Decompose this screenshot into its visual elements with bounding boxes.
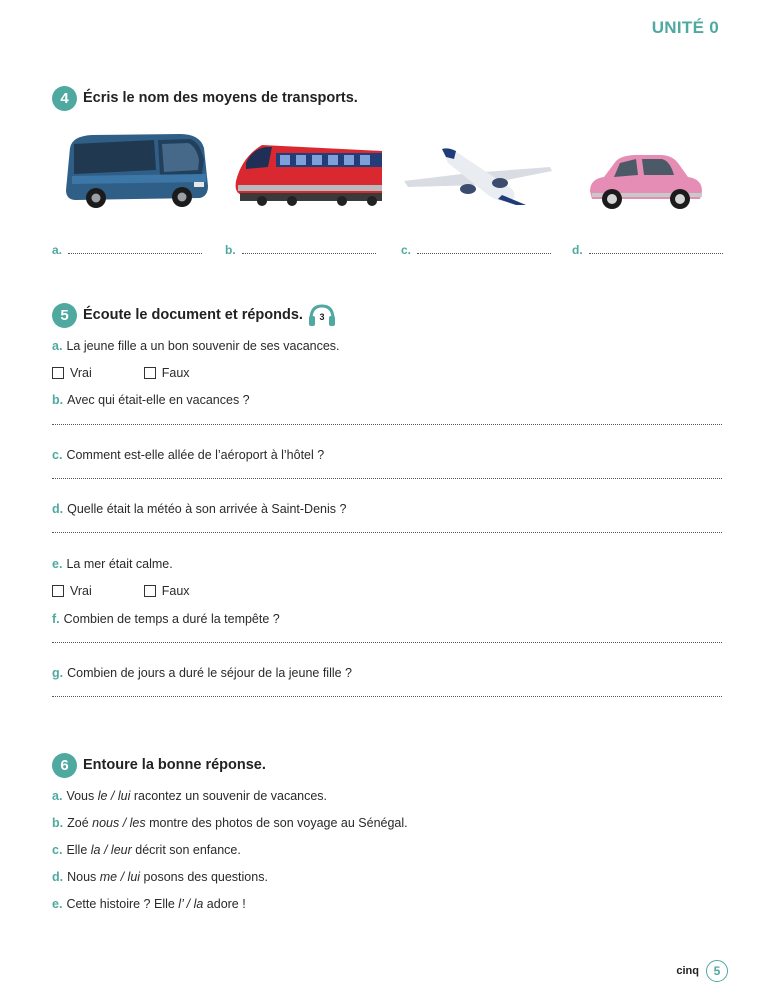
exercise-5-header [52,302,724,328]
choice-false[interactable] [144,366,190,380]
exercise-6-header [52,752,724,778]
choice-label: Faux [161,584,190,598]
choice-true[interactable] [52,584,92,598]
question-text: Combien de temps a duré la tempête ? [63,612,280,626]
car-image [586,153,706,213]
airplane-image [402,143,554,209]
exercise-4-header [52,85,724,111]
question-b [52,393,250,407]
answer-line[interactable] [52,696,722,697]
answer-d [572,243,723,257]
page-number: 5 [706,960,728,982]
item-text: Zoé [67,816,93,830]
answer-letter: c. [401,243,412,257]
true-false-e [52,584,242,598]
item-text: Nous [67,870,100,884]
question-letter: b. [52,393,64,407]
item-text: montre des photos de son voyage au Sénégal. [145,816,408,830]
question-g [52,666,352,680]
choice-item-a [52,789,327,803]
choice-label: Vrai [70,366,92,380]
answer-a [52,243,202,257]
question-letter: f. [52,612,60,626]
answer-blank[interactable] [242,244,376,254]
item-text: adore ! [203,897,246,911]
answer-letter: b. [225,243,236,257]
pronoun-choice[interactable]: le / lui [97,789,131,803]
item-letter: a. [52,789,63,803]
choice-item-c [52,843,241,857]
choice-false[interactable] [144,584,190,598]
item-text: Elle [66,843,91,857]
exercise-number-badge: 5 [52,303,77,328]
exercise-number-badge: 4 [52,86,77,111]
choice-item-e [52,897,246,911]
item-text: racontez un souvenir de vacances. [130,789,328,803]
answer-letter: d. [572,243,583,257]
question-text: Comment est-elle allée de l’aéroport à l’hôtel ? [66,448,325,462]
exercise-title: Écoute le document et réponds. [83,307,303,323]
question-a [52,339,340,353]
page-footer [676,960,728,982]
answer-line[interactable] [52,478,722,479]
checkbox-false[interactable] [144,585,156,597]
item-letter: d. [52,870,64,884]
answer-letter: a. [52,243,63,257]
item-text: Cette histoire ? Elle [66,897,179,911]
item-letter: b. [52,816,64,830]
headphones-icon[interactable] [308,302,336,328]
page-number-word: cinq [676,965,699,977]
checkbox-false[interactable] [144,367,156,379]
answer-blank[interactable] [589,244,723,254]
answer-c [401,243,551,257]
pronoun-choice[interactable]: l’ / la [178,897,204,911]
checkbox-true[interactable] [52,367,64,379]
pronoun-choice[interactable]: la / leur [90,843,132,857]
audio-track-number: 3 [319,312,325,322]
answer-line[interactable] [52,642,722,643]
answer-line[interactable] [52,532,722,533]
transport-images [52,125,732,215]
question-c [52,448,324,462]
answer-blank[interactable] [417,244,551,254]
train-image [232,133,384,211]
true-false-a [52,366,242,380]
question-letter: d. [52,502,64,516]
answer-line[interactable] [52,424,722,425]
question-f [52,612,280,626]
item-text: décrit son enfance. [131,843,241,857]
question-letter: e. [52,557,63,571]
choice-item-d [52,870,268,884]
question-letter: c. [52,448,63,462]
item-text: posons des questions. [140,870,268,884]
pronoun-choice[interactable]: nous / les [92,816,146,830]
answer-blank[interactable] [68,244,202,254]
choice-item-b [52,816,408,830]
question-text: Avec qui était-elle en vacances ? [67,393,250,407]
question-letter: g. [52,666,64,680]
exercise-number-badge: 6 [52,753,77,778]
question-text: Quelle était la météo à son arrivée à Saint-Denis ? [67,502,347,516]
choice-label: Vrai [70,584,92,598]
answer-b [225,243,376,257]
choice-true[interactable] [52,366,92,380]
pronoun-choice[interactable]: me / lui [99,870,141,884]
item-letter: c. [52,843,63,857]
item-text: Vous [66,789,98,803]
question-text: La jeune fille a un bon souvenir de ses vacances. [66,339,340,353]
exercise-title: Écris le nom des moyens de transports. [83,90,358,106]
question-letter: a. [52,339,63,353]
question-text: Combien de jours a duré le séjour de la jeune fille ? [67,666,353,680]
question-d [52,502,346,516]
exercise-title: Entoure la bonne réponse. [83,757,266,773]
question-e [52,557,173,571]
item-letter: e. [52,897,63,911]
unit-title: UNITÉ 0 [651,18,719,37]
bus-image [62,130,210,212]
choice-label: Faux [161,366,190,380]
question-text: La mer était calme. [66,557,173,571]
checkbox-true[interactable] [52,585,64,597]
